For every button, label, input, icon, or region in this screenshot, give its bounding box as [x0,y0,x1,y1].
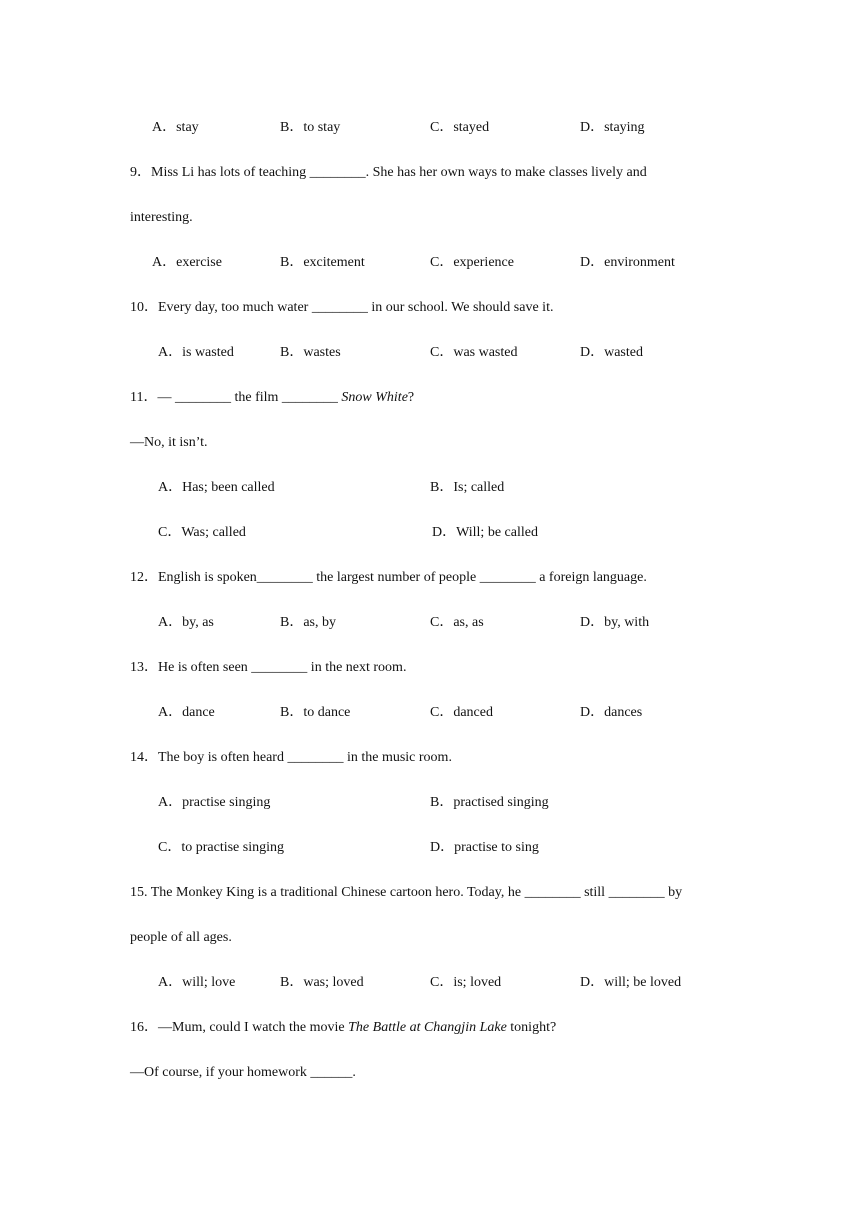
q11-option-d: D．Will; be called [432,525,538,540]
q15-text-line1: 15. The Monkey King is a traditional Chinese cartoon hero. Today, he ________ still ________ by [130,885,683,900]
q10-option-b: B．wastes [280,345,341,360]
q16-text [130,1019,556,1037]
q9-text-line2: interesting. [130,210,193,225]
q12-text: 12．English is spoken________ the largest number of people ________ a foreign language. [130,570,647,585]
q10-option-c: C．was wasted [430,345,518,360]
q11-option-c: C．Was; called [158,525,246,540]
q12-option-b: B．as, by [280,615,336,630]
q11-film-title: Snow White [341,390,408,405]
q9-option-b: B．excitement [280,255,365,270]
q13-option-d: D．dances [580,705,643,720]
q11-text-suffix: ? [407,390,415,405]
q10-text: 10．Every day, too much water ________ in our school. We should save it. [130,300,554,315]
q11-option-a: A．Has; been called [158,480,275,495]
q9-option-d: D．environment [580,255,675,270]
q16-text-prefix: 16．—Mum, could I watch the movie [130,1020,349,1035]
q16-text-suffix: tonight? [506,1020,557,1035]
q16-answer: —Of course, if your homework ______. [130,1065,356,1080]
q14-option-d: D．practise to sing [430,840,539,855]
q8-option-a: A．stay [152,120,199,135]
q14-option-a: A．practise singing [158,795,271,810]
q11-answer: —No, it isn’t. [130,435,208,450]
q16-movie-title: The Battle at Changjin Lake [348,1020,507,1035]
q10-option-a: A．is wasted [158,345,234,360]
q8-option-d: D．staying [580,120,645,135]
q15-option-d: D．will; be loved [580,975,682,990]
q12-option-c: C．as, as [430,615,484,630]
q11-text [130,389,414,407]
q14-option-c: C．to practise singing [158,840,284,855]
q15-text-line2: people of all ages. [130,930,232,945]
q14-option-b: B．practised singing [430,795,549,810]
q8-option-b: B．to stay [280,120,341,135]
q12-option-a: A．by, as [158,615,214,630]
q9-option-a: A．exercise [152,255,222,270]
q13-option-b: B．to dance [280,705,351,720]
q13-option-a: A．dance [158,705,215,720]
q12-option-d: D．by, with [580,615,650,630]
q10-option-d: D．wasted [580,345,643,360]
q15-option-c: C．is; loved [430,975,502,990]
q9-text-line1: 9．Miss Li has lots of teaching ________. She has her own ways to make classes lively and [130,165,647,180]
q11-option-b: B．Is; called [430,480,505,495]
q11-text-prefix: 11．— ________ the film ________ [130,390,342,405]
q14-text: 14．The boy is often heard ________ in the music room. [130,750,452,765]
q15-option-a: A．will; love [158,975,236,990]
q15-option-b: B．was; loved [280,975,364,990]
q8-option-c: C．stayed [430,120,490,135]
q9-option-c: C．experience [430,255,514,270]
q13-option-c: C．danced [430,705,493,720]
q13-text: 13．He is often seen ________ in the next room. [130,660,407,675]
